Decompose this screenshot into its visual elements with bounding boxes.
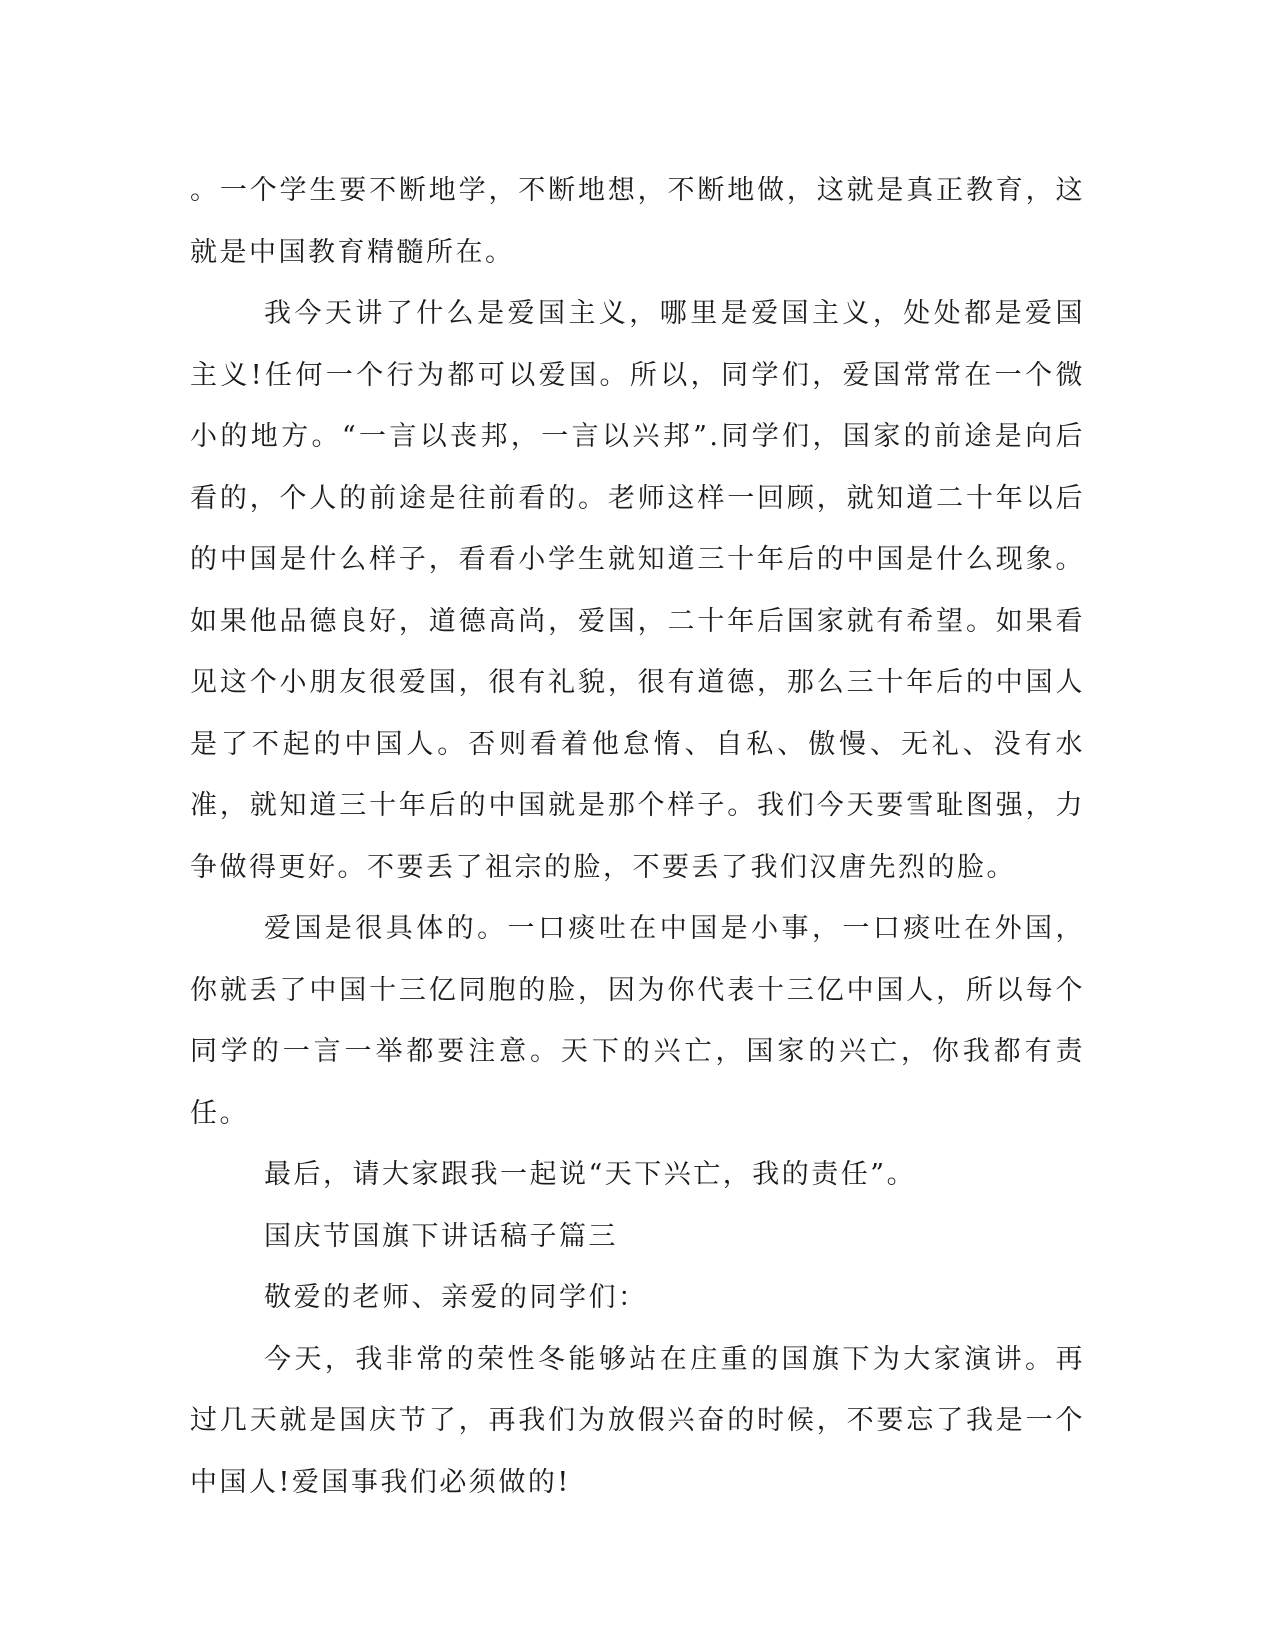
paragraph-continuation: 。一个学生要不断地学，不断地想，不断地做，这就是真正教育，这就是中国教育精髓所在。 bbox=[190, 175, 1085, 268]
paragraph-closing: 最后，请大家跟我一起说“天下兴亡，我的责任”。 bbox=[264, 1159, 917, 1190]
paragraph-opening: 今天，我非常的荣性冬能够站在庄重的国旗下为大家演讲。再过几天就是国庆节了，再我们为放假兴奋的时候，不要忘了我是一个中国人!爱国事我们必须做的! bbox=[190, 1343, 1085, 1498]
document-body bbox=[190, 160, 1085, 1513]
paragraph-concrete-patriotism: 爱国是很具体的。一口痰吐在中国是小事，一口痰吐在外国，你就丢了中国十三亿同胞的脸，因为你代表十三亿中国人，所以每个同学的一言一举都要注意。天下的兴亡，国家的兴亡，你我都有责任。 bbox=[190, 913, 1085, 1129]
salutation: 敬爱的老师、亲爱的同学们： bbox=[264, 1282, 648, 1313]
section-heading: 国庆节国旗下讲话稿子篇三 bbox=[264, 1220, 618, 1252]
paragraph-patriotism: 我今天讲了什么是爱国主义，哪里是爱国主义，处处都是爱国主义!任何一个行为都可以爱国。所以，同学们，爱国常常在一个微小的地方。“一言以丧邦，一言以兴邦”.同学们，国家的前途是向后看的，个人的前途是往前看的。老师这样一回顾，就知道二十年以后的中国是什么样子，看看小学生就知道三十年后的中国是什么现象。如果他品德良好，道德高尚，爱国，二十年后国家就有希望。如果看见这个小朋友很爱国，很有礼貌，很有道德，那么三十年后的中国人是了不起的中国人。否则看着他怠惰、自私、傲慢、无礼、没有水准，就知道三十年后的中国就是那个样子。我们今天要雪耻图强，力争做得更好。不要丢了祖宗的脸，不要丢了我们汉唐先烈的脸。 bbox=[190, 298, 1085, 883]
